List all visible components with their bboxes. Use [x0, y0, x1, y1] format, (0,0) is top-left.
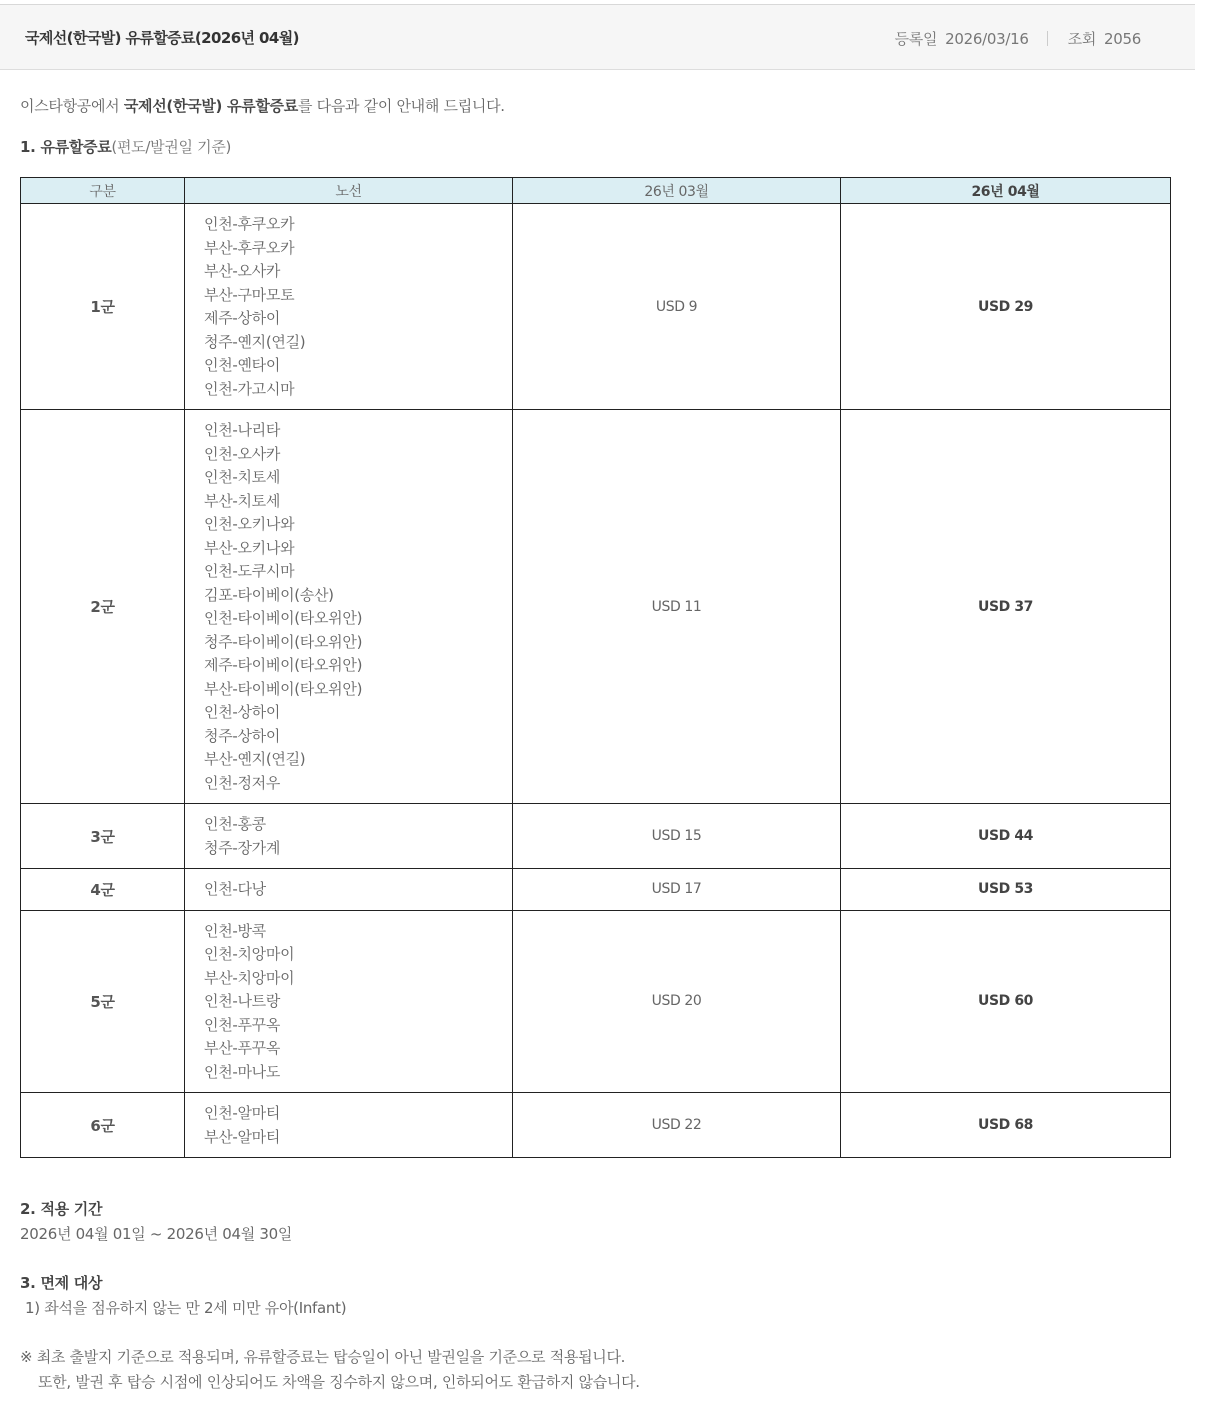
col-header-curr-month: 26년 04월 — [841, 178, 1171, 204]
route-item: 청주-타이베이(타오위안) — [204, 632, 363, 651]
route-item: 인천-푸꾸옥 — [204, 1015, 281, 1034]
routes-cell — [185, 869, 513, 911]
group-cell: 3군 — [21, 804, 185, 869]
route-item: 인천-알마티 — [204, 1104, 281, 1122]
col-header-prev-month: 26년 03월 — [513, 178, 841, 204]
exemption-item: 1) 좌석을 점유하지 않는 만 2세 미만 유아(Infant) — [25, 1299, 347, 1317]
route-item: 부산-타이베이(타오위안) — [204, 679, 363, 698]
route-item: 인천-정저우 — [204, 773, 281, 792]
route-item: 인천-홍콩 — [204, 815, 266, 833]
curr-month-fare: USD 60 — [841, 910, 1171, 1093]
note-line-1: ※ 최초 출발지 기준으로 적용되며, 유류할증료는 탑승일이 아닌 발권일을 기준으로 적용됩니다. — [20, 1348, 626, 1366]
route-item: 제주-상하이 — [204, 309, 281, 327]
routes-cell — [185, 204, 513, 410]
route-item: 인천-치토세 — [204, 468, 281, 486]
fuel-surcharge-table — [20, 177, 1171, 1158]
table-row — [21, 410, 1171, 804]
routes-cell — [185, 410, 513, 804]
route-item: 인천-상하이 — [204, 703, 281, 721]
route-item: 인천-가고시마 — [204, 379, 295, 398]
route-item: 부산-치토세 — [204, 491, 281, 510]
route-item: 인천-후쿠오카 — [204, 215, 295, 233]
curr-month-fare: USD 29 — [841, 204, 1171, 410]
group-cell: 2군 — [21, 410, 185, 804]
group-cell: 6군 — [21, 1093, 185, 1158]
table-row — [21, 204, 1171, 410]
route-item: 인천-오키나와 — [204, 515, 295, 533]
section-3-heading: 3. 면제 대상 — [20, 1274, 103, 1292]
notice-title: 국제선(한국발) 유류할증료(2026년 04월) — [25, 29, 299, 47]
table-row — [21, 869, 1171, 911]
route-item: 부산-구마모토 — [204, 285, 295, 304]
route-item: 인천-마나도 — [204, 1062, 281, 1081]
route-item: 인천-도쿠시마 — [204, 562, 295, 580]
col-header-group: 구분 — [21, 178, 185, 204]
prev-month-fare: USD 9 — [513, 204, 841, 410]
route-item: 인천-오사카 — [204, 444, 281, 463]
group-cell: 1군 — [21, 204, 185, 410]
routes-cell — [185, 804, 513, 869]
table-header-row — [21, 178, 1171, 204]
curr-month-fare: USD 53 — [841, 869, 1171, 911]
prev-month-fare: USD 22 — [513, 1093, 841, 1158]
registered-label: 등록일 — [894, 30, 938, 48]
notice-meta — [895, 28, 1141, 49]
applicable-period: 2026년 04월 01일 ~ 2026년 04월 30일 — [20, 1225, 293, 1243]
route-item: 부산-오키나와 — [204, 538, 295, 557]
prev-month-fare: USD 20 — [513, 910, 841, 1093]
group-cell: 5군 — [21, 910, 185, 1093]
route-item: 인천-치앙마이 — [204, 945, 295, 963]
views-label: 조회 — [1067, 30, 1097, 48]
curr-month-fare: USD 44 — [841, 804, 1171, 869]
section-2-heading: 2. 적용 기간 — [20, 1200, 103, 1218]
route-item: 인천-방콕 — [204, 921, 266, 940]
note-line-2: 또한, 발권 후 탑승 시점에 인상되어도 차액을 징수하지 않으며, 인하되어도 환급하지 않습니다. — [38, 1373, 640, 1391]
routes-cell — [185, 1093, 513, 1158]
route-item: 인천-나트랑 — [204, 992, 281, 1010]
views-count: 2056 — [1104, 30, 1141, 48]
route-item: 부산-후쿠오카 — [204, 238, 295, 257]
table-row — [21, 804, 1171, 869]
col-header-route: 노선 — [185, 178, 513, 204]
route-item: 제주-타이베이(타오위안) — [204, 656, 363, 674]
route-item: 부산-옌지(연길) — [204, 750, 306, 768]
notice-header — [0, 4, 1195, 70]
curr-month-fare: USD 37 — [841, 410, 1171, 804]
route-item: 인천-나리타 — [204, 421, 281, 439]
route-item: 부산-푸꾸옥 — [204, 1039, 281, 1057]
route-item: 부산-오사카 — [204, 262, 281, 280]
prev-month-fare: USD 11 — [513, 410, 841, 804]
prev-month-fare: USD 15 — [513, 804, 841, 869]
route-item: 김포-타이베이(송산) — [204, 585, 334, 604]
routes-cell — [185, 910, 513, 1093]
table-row — [21, 1093, 1171, 1158]
route-item: 청주-옌지(연길) — [204, 332, 306, 351]
section-1-heading: 1. 유류할증료(편도/발권일 기준) — [20, 138, 232, 156]
prev-month-fare: USD 17 — [513, 869, 841, 911]
route-item: 청주-장가계 — [204, 838, 281, 857]
intro-text: 이스타항공에서 국제선(한국발) 유류할증료를 다음과 같이 안내해 드립니다. — [20, 97, 505, 115]
group-cell: 4군 — [21, 869, 185, 911]
route-item: 부산-알마티 — [204, 1127, 281, 1146]
curr-month-fare: USD 68 — [841, 1093, 1171, 1158]
route-item: 인천-다낭 — [204, 880, 266, 898]
route-item: 인천-옌타이 — [204, 356, 281, 374]
registered-date: 2026/03/16 — [945, 30, 1029, 48]
table-row — [21, 910, 1171, 1093]
route-item: 부산-치앙마이 — [204, 968, 295, 987]
meta-divider — [1047, 31, 1048, 46]
route-item: 인천-타이베이(타오위안) — [204, 609, 363, 627]
route-item: 청주-상하이 — [204, 726, 281, 745]
